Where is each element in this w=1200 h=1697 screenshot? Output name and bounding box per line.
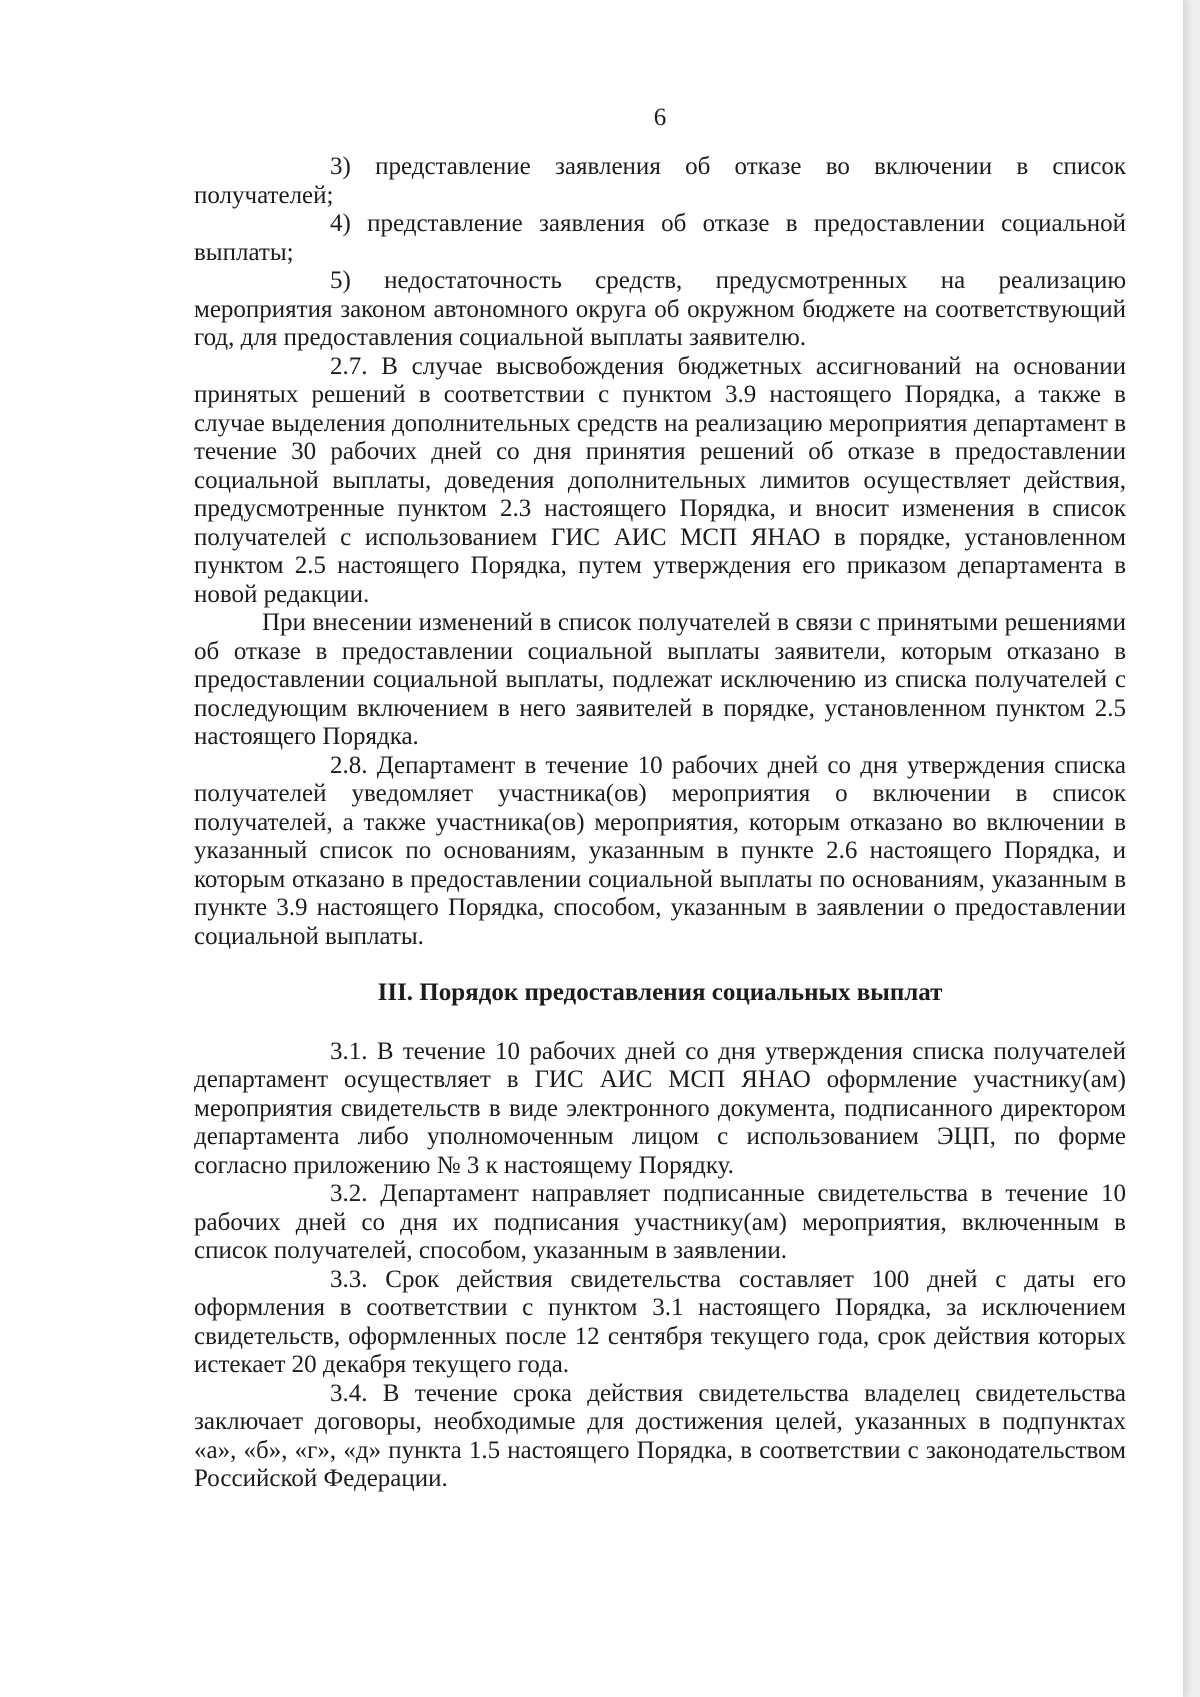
clause-text: Департамент направляет подписанные свидетельства в течение 10 рабочих дней со дня их подписания участнику(ам) мероприятия, включенным в список получателей, способом, указанным в заявлении. bbox=[194, 1180, 1127, 1264]
page-number: 6 bbox=[653, 104, 667, 131]
document-body bbox=[194, 153, 1126, 1494]
clause-2-7-continuation bbox=[194, 609, 1126, 752]
clause-number: 3.2. bbox=[330, 1180, 368, 1207]
clause-2-7 bbox=[194, 353, 1126, 610]
list-item-3 bbox=[194, 153, 1126, 210]
clause-text: При внесении изменений в список получателей в связи с принятыми решениями об отказе в предоставлении социальной выплаты заявители, которым отказано в предоставлении социальной выплаты, подлежат исключению из списка получателей с последующим включением в него заявителей в порядке, установленном пунктом 2.5 настоящего Порядка. bbox=[194, 609, 1126, 750]
clause-number: 2.8. bbox=[330, 751, 368, 779]
clause-number: 3.1. bbox=[330, 1037, 368, 1065]
item-text: представление заявления об отказе во включении в список получателей; bbox=[194, 153, 1127, 209]
item-text: недостаточность средств, предусмотренных на реализацию мероприятия законом автономного округа об окружном бюджете на соответствующий год, для предоставления социальной выплаты заявителю. bbox=[194, 267, 1127, 351]
clause-3-1 bbox=[194, 1038, 1126, 1181]
clause-3-4 bbox=[194, 1380, 1126, 1494]
clause-text: В течение срока действия свидетельства владелец свидетельства заключает договоры, необходимые для достижения целей, указанных в подпунктах «а», «б», «г», «д» пункта 1.5 настоящего Порядка, в соответствии с законодательством Российской Федерации. bbox=[194, 1379, 1126, 1492]
clause-2-8 bbox=[194, 752, 1126, 952]
item-number: 4) bbox=[330, 210, 351, 237]
clause-number: 3.3. bbox=[330, 1265, 368, 1293]
clause-text: В случае высвобождения бюджетных ассигнований на основании принятых решений в соответствии с пунктом 3.9 настоящего Порядка, а также в случае выделения дополнительных средств на реализацию мероприятия департамент в течение 30 рабочих дней со дня принятия решений об отказе в предоставлении социальной выплаты, доведения дополнительных лимитов осуществляет действия, предусмотренные пунктом 2.3 настоящего Порядка, и вносит изменения в список получателей с использованием ГИС АИС МСП ЯНАО в порядке, установленном пунктом 2.5 настоящего Порядка, путем утверждения его приказом департамента в новой редакции. bbox=[194, 352, 1127, 608]
item-number: 5) bbox=[330, 267, 351, 294]
list-item-4 bbox=[194, 210, 1126, 267]
list-item-5 bbox=[194, 267, 1126, 353]
clause-3-2 bbox=[194, 1180, 1126, 1266]
clause-text: Срок действия свидетельства составляет 100 дней с даты его оформления в соответствии с пунктом 3.1 настоящего Порядка, за исключением свидетельств, оформленных после 12 сентября текущего года, срок действия которых истекает 20 декабря текущего года. bbox=[194, 1265, 1126, 1378]
clause-number: 2.7. bbox=[330, 352, 368, 380]
clause-3-3 bbox=[194, 1266, 1126, 1380]
item-number: 3) bbox=[330, 153, 351, 180]
clause-text: В течение 10 рабочих дней со дня утверждения списка получателей департамент осуществляет в ГИС АИС МСП ЯНАО оформление участнику(ам) мероприятия свидетельств в виде электронного документа, подписанного директором департамента либо уполномоченным лицом с использованием ЭЦП, по форме согласно приложению № 3 к настоящему Порядку. bbox=[194, 1037, 1126, 1179]
clause-text: Департамент в течение 10 рабочих дней со дня утверждения списка получателей уведомляет участника(ов) мероприятия о включении в список получателей, а также участника(ов) мероприятия, которым отказано во включении в указанный список по основаниям, указанным в пункте 2.6 настоящего Порядка, и которым отказано в предоставлении социальной выплаты по основаниям, указанным в пункте 3.9 настоящего Порядка, способом, указанным в заявлении о предоставлении социальной выплаты. bbox=[194, 751, 1127, 950]
section-heading: III. Порядок предоставления социальных выплат bbox=[377, 979, 943, 1006]
clause-number: 3.4. bbox=[330, 1379, 368, 1407]
item-text: представление заявления об отказе в предоставлении социальной выплаты; bbox=[194, 210, 1126, 266]
